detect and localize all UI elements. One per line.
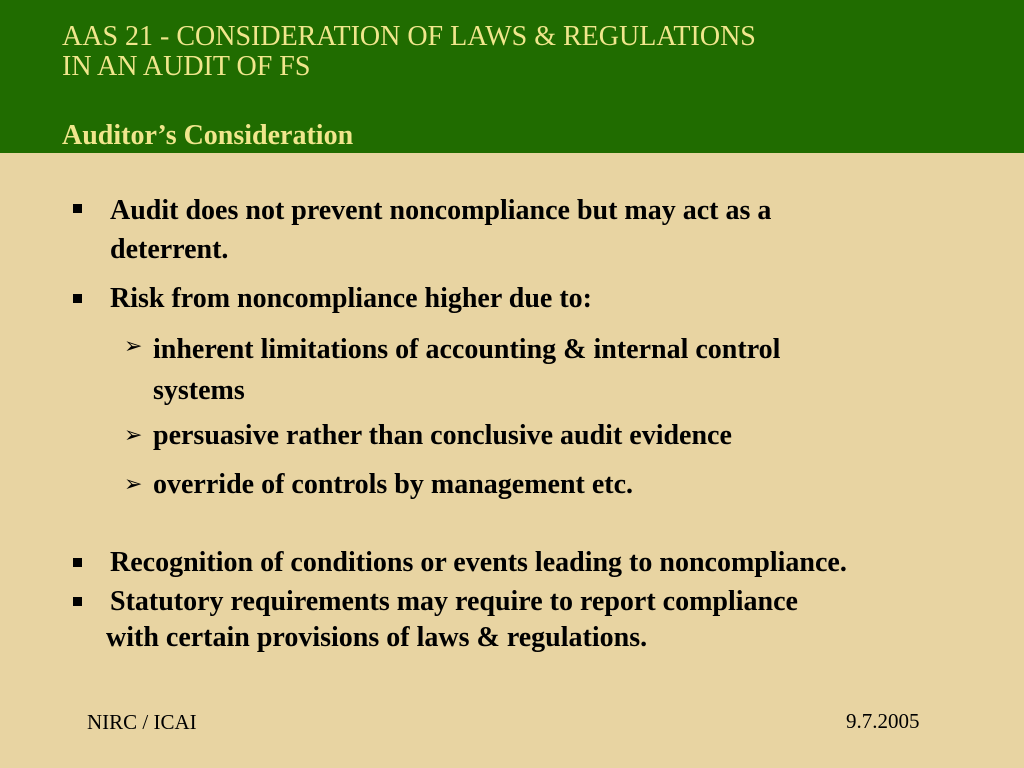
- subbullet-item-1-line-1: inherent limitations of accounting & internal control: [153, 334, 781, 365]
- square-bullet-icon: [73, 294, 82, 303]
- bullet-item-1-line-2: deterrent.: [110, 234, 229, 265]
- arrowhead-bullet-icon: ➢: [124, 423, 143, 448]
- bullet-item-4: [110, 584, 798, 620]
- square-bullet-icon: [73, 597, 82, 606]
- bullet-item-3-text: Recognition of conditions or events leading to noncompliance.: [110, 547, 847, 578]
- subbullet-item-3-text: override of controls by management etc.: [153, 469, 634, 500]
- subbullet-item-3: [153, 467, 633, 503]
- subbullet-item-1-line-2: systems: [153, 375, 245, 406]
- title-banner: [0, 0, 1024, 153]
- bullet-item-1: [110, 191, 771, 269]
- bullet-item-2: [110, 281, 592, 317]
- slide-title-line-2: IN AN AUDIT OF FS: [62, 51, 311, 82]
- bullet-item-1-line-1: Audit does not prevent noncompliance but may act as a: [110, 195, 772, 226]
- bullet-item-4-line-1: Statutory requirements may require to report compliance: [110, 586, 798, 617]
- square-bullet-icon: [73, 558, 82, 567]
- bullet-item-4-line-2: with certain provisions of laws & regulations.: [106, 622, 648, 653]
- slide-title: [62, 22, 756, 82]
- bullet-item-4-continued: [106, 620, 647, 656]
- bullet-item-2-text: Risk from noncompliance higher due to:: [110, 283, 592, 314]
- slide-subtitle: Auditor’s Consideration: [62, 120, 354, 151]
- footer-organization: NIRC / ICAI: [87, 710, 197, 734]
- arrowhead-bullet-icon: ➢: [124, 334, 143, 359]
- subbullet-item-1: [153, 329, 780, 411]
- footer-date: 9.7.2005: [846, 709, 920, 733]
- bullet-item-3: [110, 545, 847, 581]
- slide-title-line-1: AAS 21 - CONSIDERATION OF LAWS & REGULATIONS: [62, 21, 756, 52]
- square-bullet-icon: [73, 204, 82, 213]
- subbullet-item-2: [153, 418, 732, 454]
- arrowhead-bullet-icon: ➢: [124, 472, 143, 497]
- subbullet-item-2-text: persuasive rather than conclusive audit evidence: [153, 420, 732, 451]
